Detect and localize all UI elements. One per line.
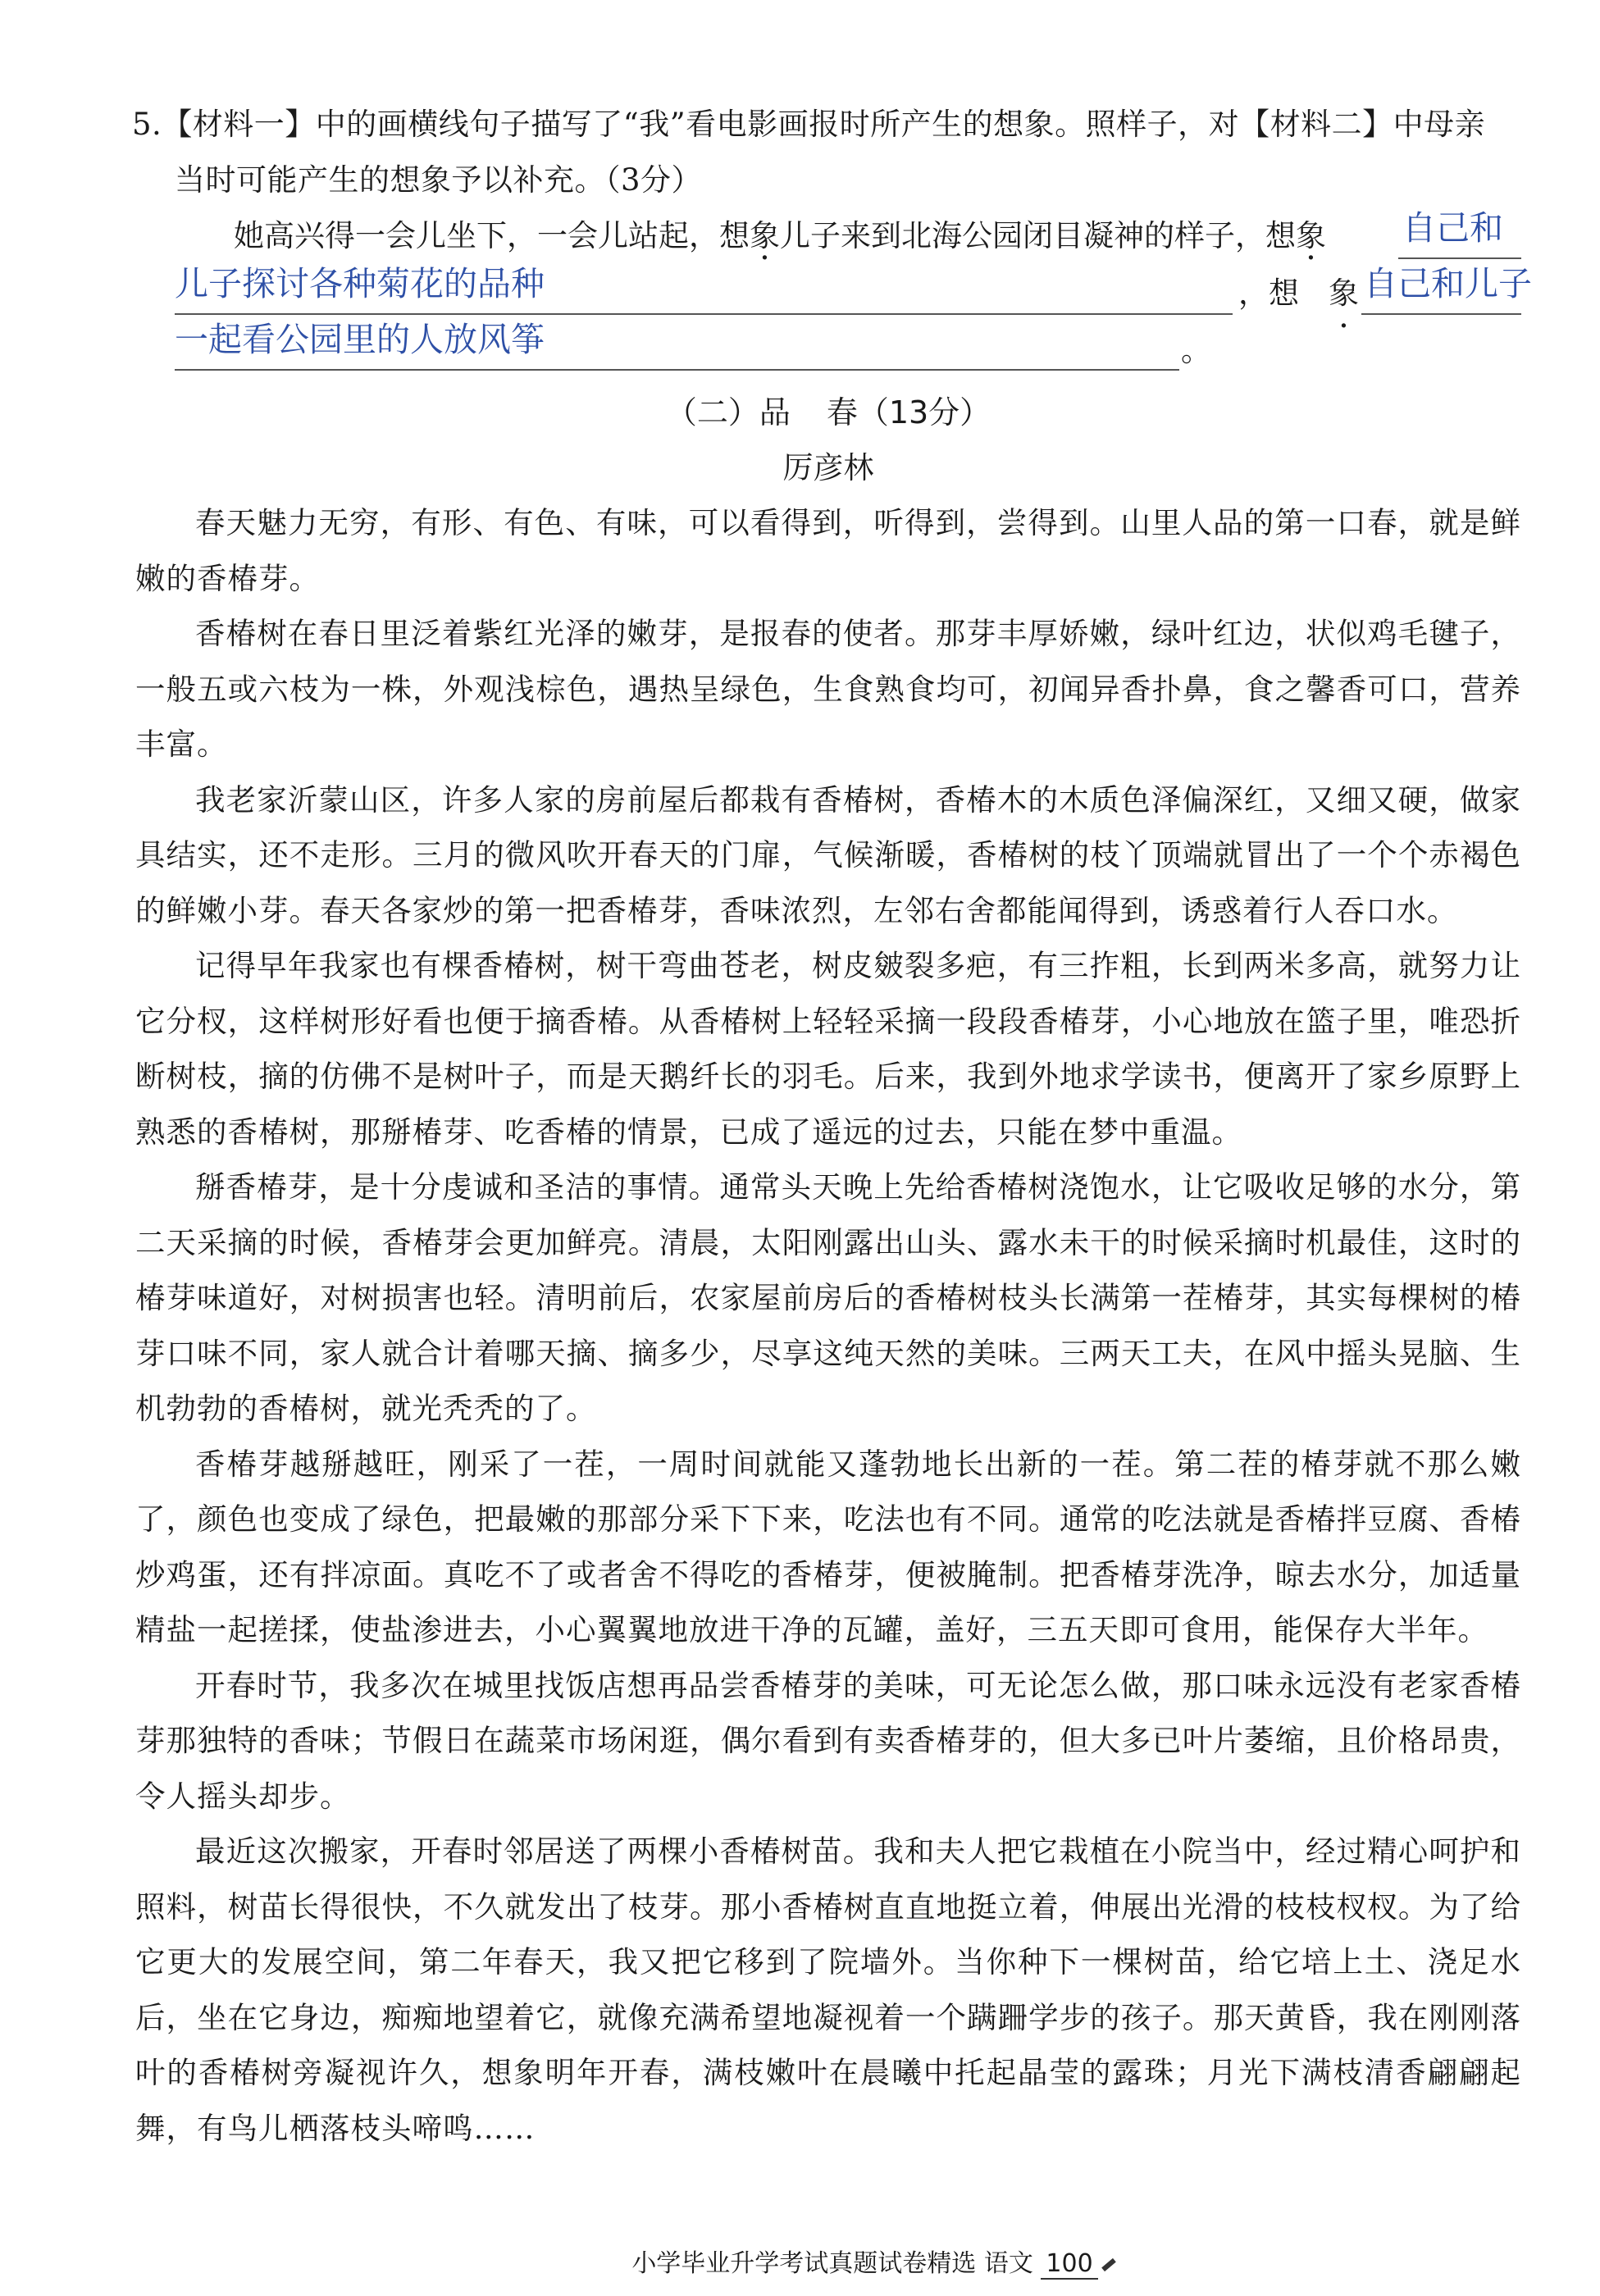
author: 厉彦林: [782, 450, 874, 485]
section-title: [135, 384, 1521, 441]
comma-xiang: ，想: [1238, 276, 1299, 311]
emphasis-char-1: 象: [750, 218, 780, 253]
paragraph: 香椿树在春日里泛着紫红光泽的嫩芽，是报春的使者。那芽丰厚娇嫩，绿叶红边，状似鸡毛毽子，一般五或六枝为一株，外观浅棕色，遇热呈绿色，生食熟食均可，初闻异香扑鼻，食之馨香可口，营养丰富。: [135, 616, 1521, 762]
emphasis-char-2: 象: [1296, 218, 1326, 253]
emphasis-char-3: 象 ·: [1329, 266, 1359, 321]
question-5-line-2: [135, 153, 1521, 208]
answer-2-part-2: 一起看公园里的人放风筝: [175, 320, 545, 359]
question-5-line-1: [132, 97, 1521, 153]
paragraph: 记得早年我家也有棵香椿树，树干弯曲苍老，树皮皴裂多疤，有三拃粗，长到两米多高，就努力让它分杈，这样树形好看也便于摘香椿。从香椿树上轻轻采摘一段段香椿芽，小心地放在篮子里，唯恐折断树枝，摘的仿佛不是树叶子，而是天鹅纤长的羽毛。后来，我到外地求学读书，便离开了家乡原野上熟悉的香椿树，那掰椿芽、吃香椿的情景，已成了遥远的过去，只能在梦中重温。: [135, 948, 1521, 1150]
paragraph: 掰香椿芽，是十分虔诚和圣洁的事情。通常头天晚上先给香椿树浇饱水，让它吸收足够的水分，第二天采摘的时候，香椿芽会更加鲜亮。清晨，太阳刚露出山头、露水未干的时候采摘时机最佳，这时的椿芽味道好，对树损害也轻。清明前后，农家屋前房后的香椿树枝头长满第一茬椿芽，其实每棵树的椿芽口味不同，家人就合计着哪天摘、摘多少，尽享这纯天然的美味。三两天工夫，在风中摇头晃脑、生机勃勃的香椿树，就光秃秃的了。: [135, 1169, 1521, 1426]
answer-1-part-2: 儿子探讨各种菊花的品种: [175, 264, 545, 303]
page-footer: [0, 2243, 1600, 2279]
page-number: 100: [1041, 2249, 1097, 2280]
answer-period: 。: [1181, 333, 1211, 368]
paragraph: 开春时节，我多次在城里找饭店想再品尝香椿芽的美味，可无论怎么做，那口味永远没有老家香椿芽那独特的香味；节假日在蔬菜市场闲逛，偶尔看到有卖香椿芽的，但大多已叶片萎缩，且价格昂贵，令人摇头却步。: [135, 1667, 1521, 1814]
footer-label: 小学毕业升学考试真题试卷精选 语文: [631, 2249, 1033, 2278]
answer-1-part-1: 自己和: [1402, 208, 1503, 248]
question-text-1: 【材料一】中的画横线句子描写了“我”看电影画报时所产生的想象。照样子，对【材料二】中母亲: [162, 107, 1486, 142]
section-title-suffix: 春（13分）: [826, 394, 991, 430]
question-text-2: 当时可能产生的想象予以补充。（3分）: [175, 162, 703, 198]
example-text-mid: 儿子来到北海公园闭目凝神的样子，想: [780, 218, 1296, 253]
paragraph: 春天魅力无穷，有形、有色、有味，可以看得到，听得到，尝得到。山里人品的第一口春，就是鲜嫩的香椿芽。: [135, 505, 1521, 596]
answer-line-3: [135, 320, 1521, 376]
question-number: 5.: [132, 107, 162, 142]
paragraph: 香椿芽越掰越旺，刚采了一茬，一周时间就能又蓬勃地长出新的一茬。第二茬的椿芽就不那么嫩了，颜色也变成了绿色，把最嫩的那部分采下下来，吃法也有不同。通常的吃法就是香椿拌豆腐、香椿炒鸡蛋，还有拌凉面。真吃不了或者舍不得吃的香椿芽，便被腌制。把香椿芽洗净，晾去水分，加适量精盐一起搓揉，使盐渗进去，小心翼翼地放进干净的瓦罐，盖好，三五天即可食用，能保存大半年。: [135, 1446, 1521, 1647]
example-text-pre: 她高兴得一会儿坐下，一会儿站起，想: [234, 218, 750, 253]
page-content: [132, 97, 1532, 2156]
answer-2-part-1: 自己和儿子: [1364, 264, 1532, 303]
pencil-icon: [1101, 2257, 1116, 2271]
section-title-prefix: （二）品: [665, 394, 791, 430]
paragraph: 我老家沂蒙山区，许多人家的房前屋后都栽有香椿树，香椿木的木质色泽偏深红，又细又硬，做家具结实，还不走形。三月的微风吹开春天的门扉，气候渐暖，香椿树的枝丫顶端就冒出了一个个赤褐色的鲜嫩小芽。春天各家炒的第一把香椿芽，香味浓烈，左邻右舍都能闻得到，诱惑着行人吞口水。: [135, 781, 1521, 928]
paragraph: 最近这次搬家，开春时邻居送了两棵小香椿树苗。我和夫人把它栽植在小院当中，经过精心呵护和照料，树苗长得很快，不久就发出了枝芽。那小香椿树直直地挺立着，伸展出光滑的枝枝杈杈。为了给它更大的发展空间，第二年春天，我又把它移到了院墙外。当你种下一棵树苗，给它培上土、浇足水后，坐在它身边，痴痴地望着它，就像充满希望地凝视着一个蹒跚学步的孩子。那天黄昏，我在刚刚落叶的香椿树旁凝视许久，想象明年开春，满枝嫩叶在晨曦中托起晶莹的露珠；月光下满枝清香翩翩起舞，有鸟儿栖落枝头啼鸣……: [135, 1834, 1521, 2146]
